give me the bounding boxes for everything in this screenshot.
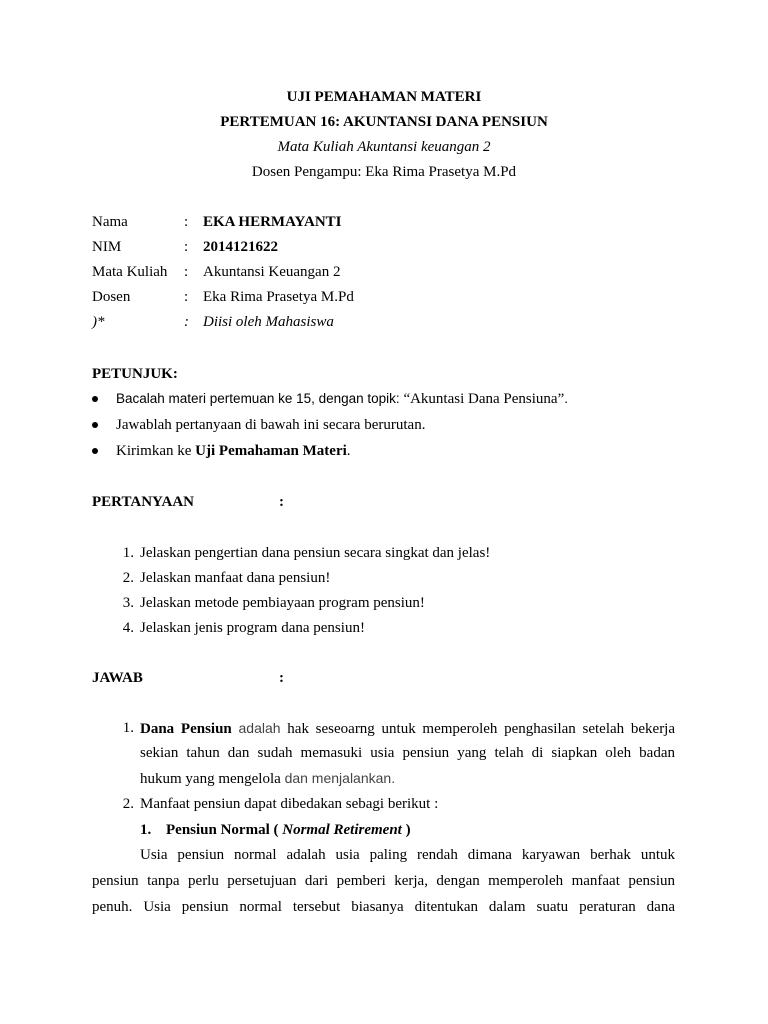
instruction-text: Bacalah materi pertemuan ke 15, dengan topik: xyxy=(116,391,404,406)
question-number: 2. xyxy=(122,570,134,586)
subsection-heading-english: Normal Retirement xyxy=(282,822,402,838)
subsection-heading xyxy=(166,820,411,840)
bullet-icon xyxy=(92,422,98,428)
document-title: UJI PEMAHAMAN MATERI xyxy=(286,89,482,105)
identity-colon: : xyxy=(184,289,189,305)
question-item: Jelaskan pengertian dana pensiun secara singkat dan jelas! xyxy=(140,545,491,561)
identity-label-note: )* xyxy=(92,314,105,330)
identity-label-lecturer: Dosen xyxy=(92,289,131,305)
answer-text: hak seseoarng untuk memperoleh penghasilan setelah bekerja xyxy=(287,721,676,737)
question-number: 3. xyxy=(122,595,134,611)
questions-colon: : xyxy=(279,494,284,510)
course-subtitle: Mata Kuliah Akuntansi keuangan 2 xyxy=(277,139,491,155)
answer-term: Dana Pensiun xyxy=(140,721,232,737)
answers-heading: JAWAB xyxy=(92,670,143,686)
answer-number: 2. xyxy=(122,796,134,812)
identity-colon: : xyxy=(184,239,189,255)
instruction-topic: “Akuntasi Dana Pensiuna” xyxy=(403,391,565,407)
identity-colon: : xyxy=(184,314,189,330)
question-item: Jelaskan manfaat dana pensiun! xyxy=(140,570,331,586)
answer-text: hukum yang mengelola xyxy=(140,771,285,787)
answer-text: adalah xyxy=(238,720,281,736)
answers-colon: : xyxy=(279,670,284,686)
paragraph-line-3: penuh. Usia pensiun normal tersebut biasanya ditentukan dalam suatu peraturan dana xyxy=(92,899,675,915)
identity-value-lecturer: Eka Rima Prasetya M.Pd xyxy=(203,289,354,305)
question-item: Jelaskan metode pembiayaan program pensiun! xyxy=(140,595,425,611)
instruction-period: . xyxy=(346,443,351,459)
question-number: 4. xyxy=(122,620,134,636)
answer-1-line-2: sekian tahun dan sudah memasuki usia pensiun yang telah di siapkan oleh badan xyxy=(140,745,675,761)
answer-number: 1. xyxy=(122,720,134,736)
identity-colon: : xyxy=(184,214,189,230)
answer-1-line-1 xyxy=(140,718,675,739)
identity-colon: : xyxy=(184,264,189,280)
identity-value-note: Diisi oleh Mahasiswa xyxy=(203,314,334,330)
questions-heading: PERTANYAAN xyxy=(92,494,194,510)
identity-value-course: Akuntansi Keuangan 2 xyxy=(203,264,341,280)
meeting-title: PERTEMUAN 16: AKUNTANSI DANA PENSIUN xyxy=(220,114,548,130)
question-item: Jelaskan jenis program dana pensiun! xyxy=(140,620,365,636)
subsection-heading-text: ) xyxy=(401,822,411,838)
instructions-heading: PETUNJUK: xyxy=(92,366,178,382)
identity-label-course: Mata Kuliah xyxy=(92,264,168,280)
question-number: 1. xyxy=(122,545,134,561)
lecturer-line: Dosen Pengampu: Eka Rima Prasetya M.Pd xyxy=(251,164,517,180)
subsection-number: 1. xyxy=(140,822,152,838)
bullet-icon xyxy=(92,396,98,402)
identity-value-name: EKA HERMAYANTI xyxy=(203,214,342,230)
instruction-item-2: Jawablah pertanyaan di bawah ini secara berurutan. xyxy=(116,417,426,433)
instruction-text: Kirimkan ke xyxy=(116,443,196,459)
identity-label-nim: NIM xyxy=(92,239,122,255)
paragraph-line-1: Usia pensiun normal adalah usia paling rendah dimana karyawan berhak untuk xyxy=(140,847,675,863)
paragraph-line-2: pensiun tanpa perlu persetujuan dari pemberi kerja, dengan memperoleh manfaat pensiun xyxy=(92,873,675,889)
identity-value-nim: 2014121622 xyxy=(203,239,278,255)
answer-2-intro: Manfaat pensiun dapat dibedakan sebagi berikut : xyxy=(140,796,439,812)
instruction-period: . xyxy=(564,391,568,406)
instruction-item-3 xyxy=(116,441,351,461)
instruction-item-1 xyxy=(116,389,568,409)
answer-text: dan menjalankan. xyxy=(284,770,396,786)
answer-1-line-3 xyxy=(140,768,395,789)
bullet-icon xyxy=(92,448,98,454)
identity-label-name: Nama xyxy=(92,214,128,230)
instruction-target: Uji Pemahaman Materi xyxy=(195,443,347,459)
subsection-heading-text: Pensiun Normal ( xyxy=(166,822,283,838)
